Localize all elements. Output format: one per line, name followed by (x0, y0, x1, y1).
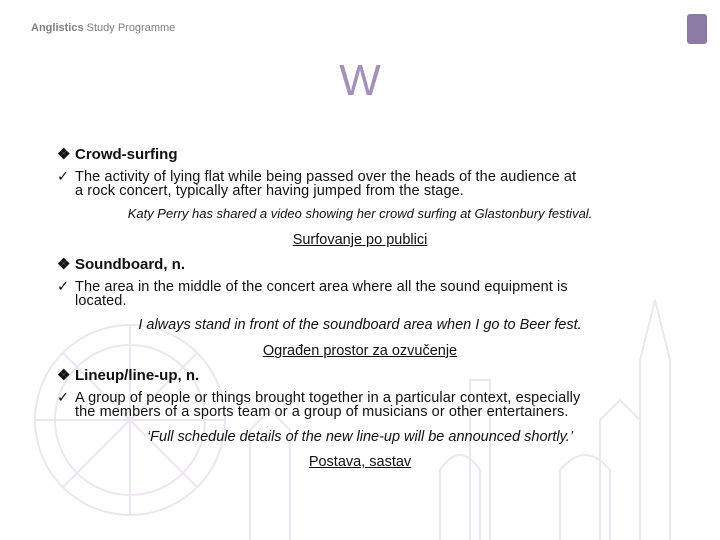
checkmark-icon: ✓ (57, 169, 70, 185)
term-text: Crowd-surfing (75, 146, 178, 163)
entry-term (57, 145, 178, 163)
checkmark-icon: ✓ (57, 390, 70, 406)
example-sentence: I always stand in front of the soundboard area when I go to Beer fest. (138, 317, 582, 333)
bullet-diamond-icon: ❖ (57, 367, 71, 384)
definition-continuation: a rock concert, typically after having jumped from the stage. (75, 183, 464, 199)
programme-suffix: Study Programme (83, 22, 176, 34)
translation-text: Surfovanje po publici (292, 232, 428, 248)
bullet-diamond-icon: ❖ (57, 256, 71, 273)
definition-text: A group of people or things brought together in a particular context, especially (75, 390, 581, 406)
translation-row (0, 231, 720, 249)
term-text: Soundboard, n. (75, 256, 185, 273)
definition-text: The activity of lying flat while being passed over the heads of the audience at (75, 169, 577, 185)
programme-name: Anglistics (31, 22, 84, 34)
definition-text: The area in the middle of the concert area where all the sound equipment is (75, 279, 568, 295)
definition-continuation: located. (75, 293, 127, 309)
translation-text: Postava, sastav (308, 454, 412, 470)
example-sentence: ‘Full schedule details of the new line-up will be announced shortly.’ (146, 429, 574, 445)
translation-row (0, 453, 720, 471)
translation-row (0, 342, 720, 360)
university-logo (687, 14, 707, 44)
definition-continuation: the members of a sports team or a group of musicians or other entertainers. (75, 404, 569, 420)
entry-definition (57, 279, 568, 295)
checkmark-icon: ✓ (57, 279, 70, 295)
entry-term (57, 366, 199, 384)
example-sentence: Katy Perry has shared a video showing her crowd surfing at Glastonbury festival. (127, 206, 593, 221)
entry-term (57, 255, 185, 273)
section-letter: W (339, 56, 381, 105)
programme-header (31, 22, 175, 34)
term-text: Lineup/line-up, n. (75, 367, 200, 384)
translation-text: Ograđen prostor za ozvučenje (262, 343, 458, 359)
bullet-diamond-icon: ❖ (57, 146, 71, 163)
